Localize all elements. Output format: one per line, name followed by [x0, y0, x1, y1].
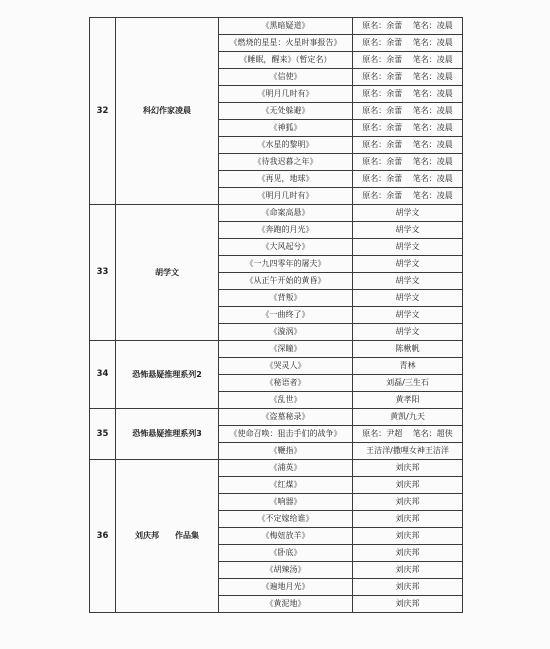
- book-author: 原名：余蕾 笔名：凌晨: [353, 120, 463, 137]
- book-title: 《一曲终了》: [219, 307, 353, 324]
- book-author: 原名：余蕾 笔名：凌晨: [353, 35, 463, 52]
- book-title: 《无处躲避》: [219, 103, 353, 120]
- book-title: 《不定嫁给谁》: [219, 511, 353, 528]
- book-title: 《信使》: [219, 69, 353, 86]
- table-row: [90, 341, 463, 358]
- book-author: 原名：余蕾 笔名：凌晨: [353, 103, 463, 120]
- book-title: 《浦英》: [219, 460, 353, 477]
- book-title: 《明月几时有》: [219, 86, 353, 103]
- group-number: 35: [90, 409, 116, 460]
- table-row: [90, 205, 463, 222]
- book-author: 原名：余蕾 笔名：凌晨: [353, 137, 463, 154]
- book-author: 王洁洋/撒哩女神王洁洋: [353, 443, 463, 460]
- book-author: 原名：尹超 笔名：超侠: [353, 426, 463, 443]
- book-title: 《明月几时有》: [219, 188, 353, 205]
- book-author: 刘庆邦: [353, 562, 463, 579]
- book-title: 《神狐》: [219, 120, 353, 137]
- book-author: 原名：余蕾 笔名：凌晨: [353, 18, 463, 35]
- table-row: [90, 409, 463, 426]
- book-title: 《鞭指》: [219, 443, 353, 460]
- book-title: 《从正午开始的黄昏》: [219, 273, 353, 290]
- group-number: 32: [90, 18, 116, 205]
- book-title: 《乱世》: [219, 392, 353, 409]
- book-author: 原名：余蕾 笔名：凌晨: [353, 171, 463, 188]
- book-author: 刘磊/三生石: [353, 375, 463, 392]
- book-title: 《黑暗疑道》: [219, 18, 353, 35]
- book-author: 胡学文: [353, 290, 463, 307]
- series-name: 科幻作家凌晨: [116, 18, 219, 205]
- book-author: 黄凯/九天: [353, 409, 463, 426]
- book-title: 《睡眠，醒来》（暂定名）: [219, 52, 353, 69]
- book-list-table: [89, 17, 463, 613]
- book-author: 胡学文: [353, 307, 463, 324]
- book-title: 《盗墓秘录》: [219, 409, 353, 426]
- group-number: 36: [90, 460, 116, 613]
- book-title: 《黄泥地》: [219, 596, 353, 613]
- book-author: 胡学文: [353, 239, 463, 256]
- table-row: [90, 460, 463, 477]
- book-title: 《水星的黎明》: [219, 137, 353, 154]
- book-title: 《红煤》: [219, 477, 353, 494]
- book-author: 胡学文: [353, 205, 463, 222]
- book-title: 《一九四零年的屠夫》: [219, 256, 353, 273]
- book-author: 刘庆邦: [353, 460, 463, 477]
- book-author: 胡学文: [353, 222, 463, 239]
- book-author: 原名：余蕾 笔名：凌晨: [353, 52, 463, 69]
- series-name: 恐怖悬疑推理系列2: [116, 341, 219, 409]
- book-title: 《胡辣汤》: [219, 562, 353, 579]
- book-title: 《秘语者》: [219, 375, 353, 392]
- book-title: 《哭灵人》: [219, 358, 353, 375]
- group-number: 33: [90, 205, 116, 341]
- book-title: 《待我迟暮之年》: [219, 154, 353, 171]
- book-author: 刘庆邦: [353, 545, 463, 562]
- book-author: 黄孝阳: [353, 392, 463, 409]
- book-title: 《奔跑的月光》: [219, 222, 353, 239]
- book-list-body: [90, 18, 463, 613]
- book-author: 胡学文: [353, 273, 463, 290]
- book-title: 《卧底》: [219, 545, 353, 562]
- book-author: 原名：余蕾 笔名：凌晨: [353, 69, 463, 86]
- series-name: 刘庆邦 作品集: [116, 460, 219, 613]
- book-author: 胡学文: [353, 256, 463, 273]
- series-name: 恐怖悬疑推理系列3: [116, 409, 219, 460]
- book-title: 《背叛》: [219, 290, 353, 307]
- book-author: 刘庆邦: [353, 511, 463, 528]
- book-title: 《大风起兮》: [219, 239, 353, 256]
- book-author: 刘庆邦: [353, 528, 463, 545]
- book-author: 刘庆邦: [353, 579, 463, 596]
- book-author: 刘庆邦: [353, 494, 463, 511]
- series-name: 胡学文: [116, 205, 219, 341]
- book-author: 刘庆邦: [353, 477, 463, 494]
- book-author: 原名：余蕾 笔名：凌晨: [353, 86, 463, 103]
- table-row: [90, 18, 463, 35]
- book-author: 刘庆邦: [353, 596, 463, 613]
- book-title: 《命案高悬》: [219, 205, 353, 222]
- book-author: 原名：余蕾 笔名：凌晨: [353, 154, 463, 171]
- book-title: 《深瞳》: [219, 341, 353, 358]
- book-title: 《遍地月光》: [219, 579, 353, 596]
- book-title: 《再见，地球》: [219, 171, 353, 188]
- book-title: 《燃烧的星星：火星时事报告》: [219, 35, 353, 52]
- book-title: 《响器》: [219, 494, 353, 511]
- book-author: 青林: [353, 358, 463, 375]
- book-author: 陈楸帆: [353, 341, 463, 358]
- book-author: 原名：余蕾 笔名：凌晨: [353, 188, 463, 205]
- book-title: 《漩涡》: [219, 324, 353, 341]
- book-title: 《梅妞放羊》: [219, 528, 353, 545]
- book-author: 胡学文: [353, 324, 463, 341]
- book-title: 《使命召唤：狙击手们的战争》: [219, 426, 353, 443]
- group-number: 34: [90, 341, 116, 409]
